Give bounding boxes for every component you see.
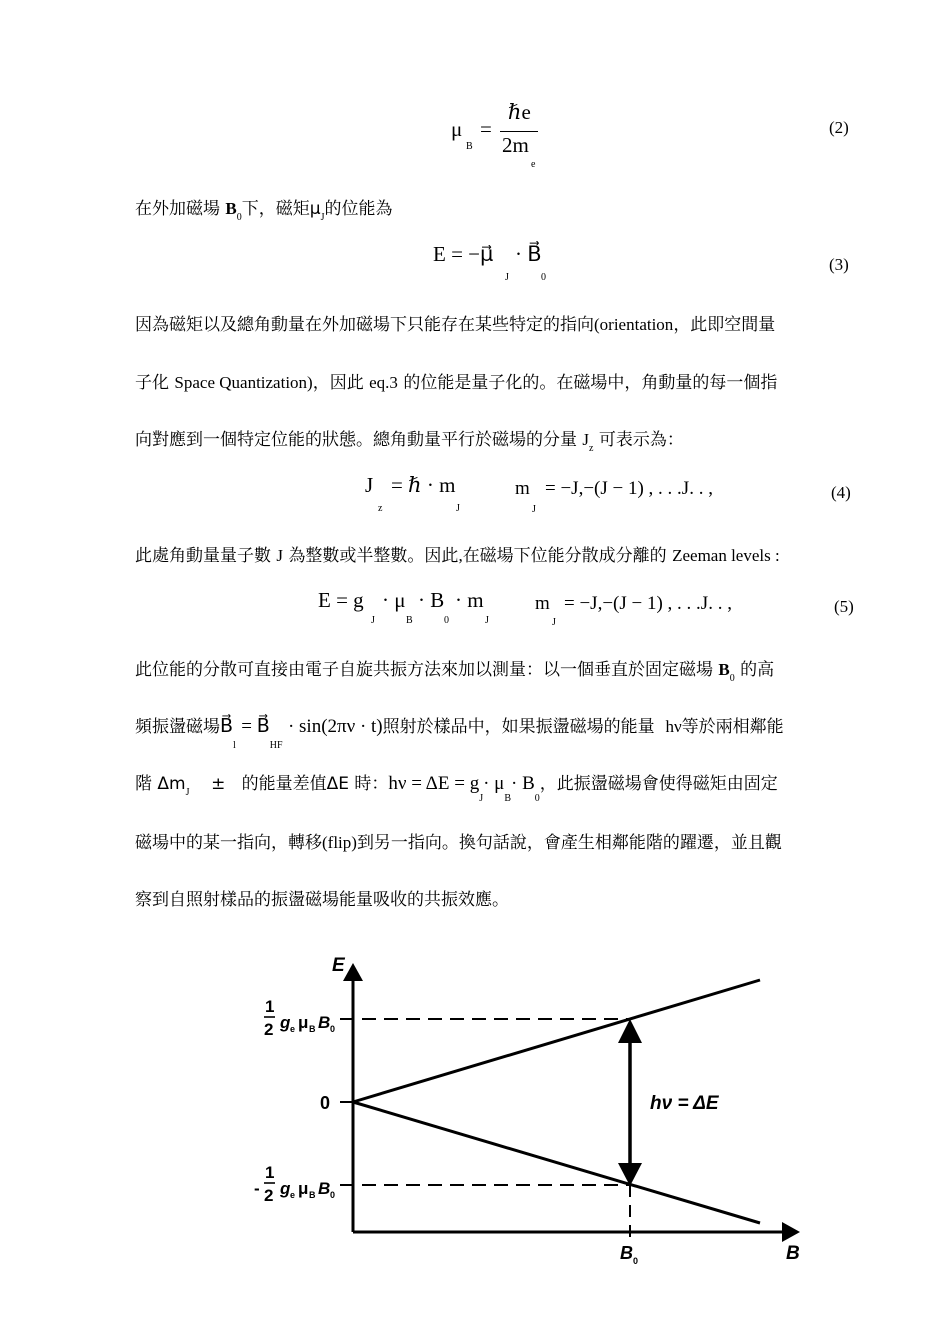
- lower-energy-level-line: [353, 1102, 760, 1223]
- upper-label-mu: μ: [298, 1013, 309, 1032]
- eq2-mu: μ: [451, 117, 463, 141]
- lower-label-minus: -: [254, 1179, 260, 1198]
- eq4-left-sub-j: J: [456, 503, 460, 514]
- eq5-left-a: E = g: [318, 588, 364, 612]
- upper-label-g-sub: e: [290, 1024, 296, 1034]
- zeeman-splitting-figure: [240, 945, 820, 1275]
- eq2-denominator: 2m: [502, 133, 529, 157]
- upper-label-frac-den: 2: [264, 1020, 274, 1039]
- b-axis-label: B: [786, 1243, 800, 1264]
- eq2-equals: =: [480, 117, 492, 141]
- eq2-numerator: ℏe: [508, 100, 531, 124]
- upper-label-b-sub: 0: [330, 1024, 336, 1034]
- paragraph-1-line-3: 向對應到一個特定位能的狀態。總角動量平行於磁場的分量 $J_z$ 可表示為：: [135, 430, 684, 454]
- eq5-right-rest: = −J,−(J − 1) , . . .J. . ,: [564, 593, 732, 614]
- text-line-zeeman: 此處角動量量子數 J 為整數或半整數。因此,在磁場下位能分散成分離的 Zeeman levels :: [135, 546, 780, 566]
- paragraph-2-line-4: 磁場中的某一指向，轉移(flip)到另一指向。換句話說，會產生相鄰能階的躍遷，並且觀: [135, 833, 782, 853]
- upper-label-frac-num: 1: [265, 997, 275, 1016]
- paragraph-2-line-2: 頻振盪磁場$B⃗_l$ = $B⃗_{HF} \cdot \sin(2\pi\nu \cdot t)$照射於樣品中，如果振盪磁場的能量 hν等於兩相鄰能: [135, 716, 784, 751]
- paragraph-2-line-1: 此位能的分散可直接由電子自旋共振方法來加以測量：以一個垂直於固定磁場 $B_0$ 的高: [135, 660, 775, 684]
- eq3-dot-b: · B⃗: [515, 242, 542, 266]
- eq2-mu-sub: B: [466, 141, 473, 152]
- upper-label-b: B: [318, 1013, 331, 1032]
- b-axis-arrowhead: [782, 1222, 800, 1242]
- e-axis-arrowhead: [343, 963, 363, 981]
- paragraph-2-line-3: 階 $\Delta m_J$ ± 的能量差值ΔE 時：$h\nu = \Delta E = g_J\cdot \mu_B\cdot B_0$，此振盪磁場會使得磁矩由固定: [135, 773, 778, 804]
- text-line-magnetic-energy: 在外加磁場 $B_0$下，磁矩$\mu_J$的位能為: [135, 199, 393, 223]
- upper-energy-level-line: [353, 980, 760, 1102]
- eq5-sub-j: J: [371, 615, 375, 626]
- eq4-left-rest: = ℏ · m: [391, 473, 456, 497]
- zero-label: 0: [320, 1093, 331, 1113]
- eq5-left-b: · μ: [382, 588, 406, 612]
- eq4-left-sub-z: z: [378, 503, 383, 514]
- upper-label-g: g: [280, 1013, 291, 1032]
- eq4-right-sub-j: J: [532, 504, 536, 515]
- lower-label-b-sub: 0: [330, 1190, 336, 1200]
- eq2-number: (2): [829, 118, 849, 137]
- b0-tick-label: B: [620, 1243, 633, 1263]
- lower-label-g: g: [280, 1179, 291, 1198]
- lower-label-g-sub: e: [290, 1190, 296, 1200]
- eq5-sub-j2: J: [485, 615, 489, 626]
- eq5-number: (5): [834, 597, 854, 616]
- upper-label-mu-sub: B: [309, 1024, 316, 1034]
- eq3-number: (3): [829, 255, 849, 274]
- eq5-sub-0: 0: [444, 615, 449, 626]
- lower-label-b: B: [318, 1179, 331, 1198]
- lower-label-frac-den: 2: [264, 1186, 274, 1205]
- paragraph-1-line-1: 因為磁矩以及總角動量在外加磁場下只能存在某些特定的指向(orientation，此即空間量: [135, 315, 776, 335]
- eq4-left-j: J: [365, 473, 374, 497]
- eq5-right-m: m: [535, 593, 550, 614]
- e-axis-label: E: [332, 955, 345, 976]
- lower-label-mu: μ: [298, 1179, 309, 1198]
- eq5-left-c: · B: [418, 588, 445, 612]
- eq3-expression: E = −μ⃗: [433, 242, 494, 266]
- eq4-right-rest: = −J,−(J − 1) , . . .J. . ,: [545, 478, 713, 499]
- eq5-sub-b: B: [406, 615, 413, 626]
- paragraph-2-line-5: 察到自照射樣品的振盪磁場能量吸收的共振效應。: [135, 890, 509, 910]
- eq2-denominator-sub: e: [531, 159, 536, 170]
- lower-label-frac-num: 1: [265, 1163, 275, 1182]
- eq3-sub-j: J: [505, 272, 509, 283]
- paragraph-1-line-2: 子化 Space Quantization)，因此 eq.3 的位能是量子化的。在磁場中，角動量的每一個指: [135, 373, 778, 393]
- b0-tick-label-sub: 0: [633, 1256, 639, 1266]
- resonance-label: hν = ΔE: [650, 1093, 719, 1114]
- eq4-right-m: m: [515, 478, 530, 499]
- eq5-right-sub-j: J: [552, 617, 556, 628]
- eq3-sub-0: 0: [541, 272, 546, 283]
- lower-label-mu-sub: B: [309, 1190, 316, 1200]
- eq5-left-d: · m: [455, 588, 484, 612]
- eq4-number: (4): [831, 483, 851, 502]
